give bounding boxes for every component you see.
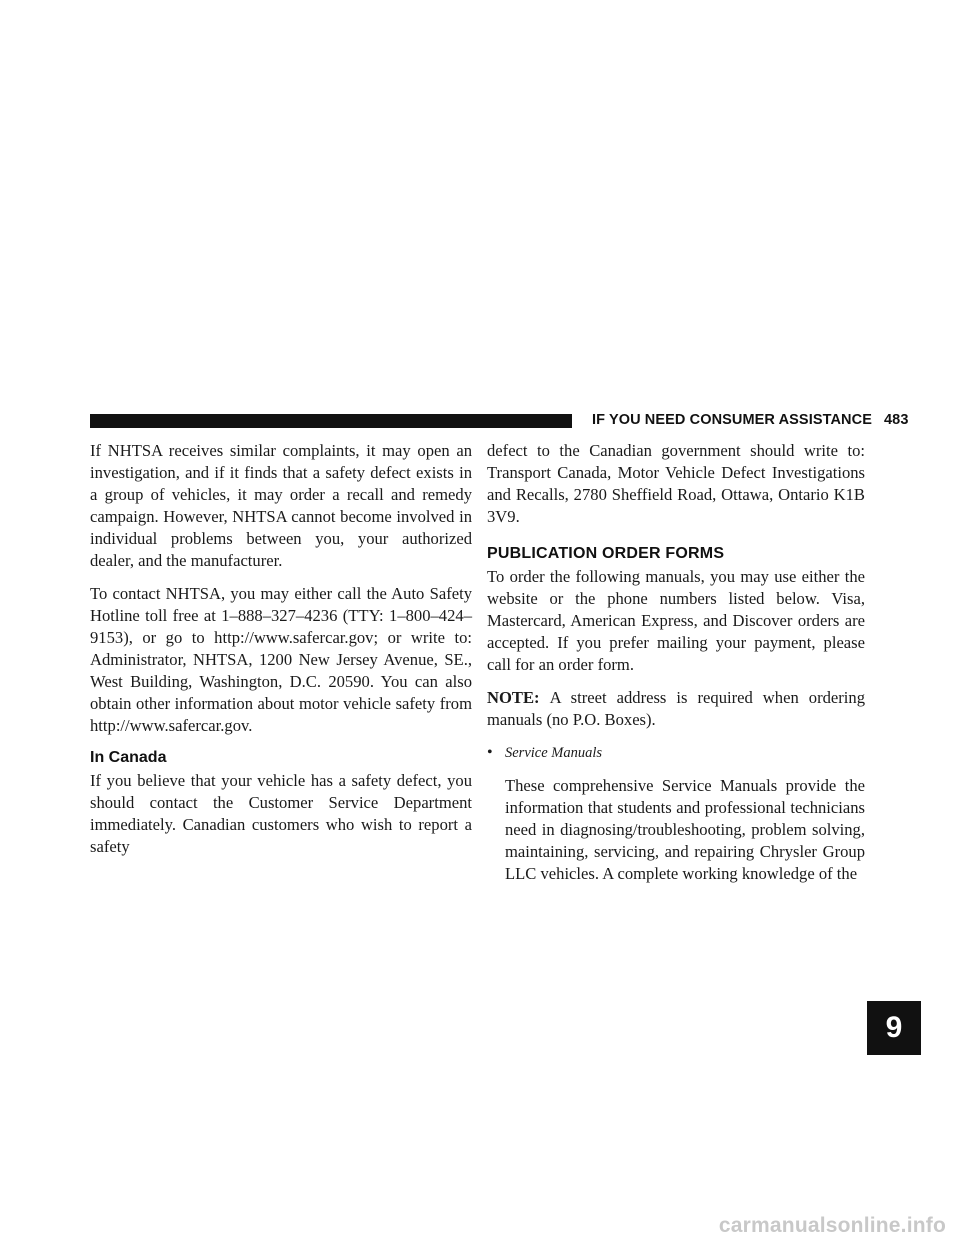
running-header [592, 412, 908, 428]
heading-publication-order-forms: PUBLICATION ORDER FORMS [487, 545, 725, 562]
page-number: 483 [883, 412, 909, 428]
chapter-tab: 9 [867, 1001, 921, 1055]
bullet-icon: • [487, 744, 493, 761]
bullet-label: Service Manuals [505, 745, 603, 761]
heading-in-canada: In Canada [90, 749, 167, 766]
paragraph-nhtsa-complaints: If NHTSA receives similar complaints, it may open an investigation, and if it finds that a safety defect exists in a group of vehicles, it may order a recall and remedy campaign. However, NHTSA cannot become involved in individual problems between you, your authorized dealer, and the manufacturer. [90, 441, 472, 570]
watermark: carmanualsonline.info [718, 1214, 946, 1237]
note-label: NOTE: [487, 688, 540, 707]
paragraph-contact-nhtsa: To contact NHTSA, you may either call the Auto Safety Hotline toll free at 1–888–327–4236 (TTY: 1–800–424–9153), or go to http://www.safercar.gov; or write to: Administrator, NHTSA, 1200 New Jersey Avenue, SE., West Building, Washington, D.C. 20590. You can also obtain other information about motor vehicle safety from http://www.safercar.gov. [90, 584, 472, 735]
paragraph-canada: If you believe that your vehicle has a safety defect, you should contact the Customer Service Department immediately. Canadian customers who wish to report a safety [90, 771, 472, 856]
paragraph-service-manuals: These comprehensive Service Manuals provide the information that students and professional technicians need in diagnosing/troubleshooting, problem solving, maintaining, servicing, and repairing Chrysler Group LLC vehicles. A complete working knowledge of the [505, 776, 865, 883]
paragraph-canada-continued: defect to the Canadian government should write to: Transport Canada, Motor Vehicle Defect Investigations and Recalls, 2780 Sheffield Road, Ottawa, Ontario K1B 3V9. [487, 441, 865, 526]
right-column [487, 440, 865, 885]
left-column [90, 440, 472, 858]
paragraph-order-manuals: To order the following manuals, you may use either the website or the phone numbers listed below. Visa, Mastercard, American Express, and Discover orders are accepted. If you prefer mailing your payment, please call for an order form. [487, 567, 865, 674]
section-title: IF YOU NEED CONSUMER ASSISTANCE [592, 412, 872, 428]
bullet-service-manuals [487, 742, 865, 764]
note [487, 687, 865, 731]
header-bar [90, 414, 572, 428]
note-text: A street address is required when ordering manuals (no P.O. Boxes). [487, 688, 865, 729]
